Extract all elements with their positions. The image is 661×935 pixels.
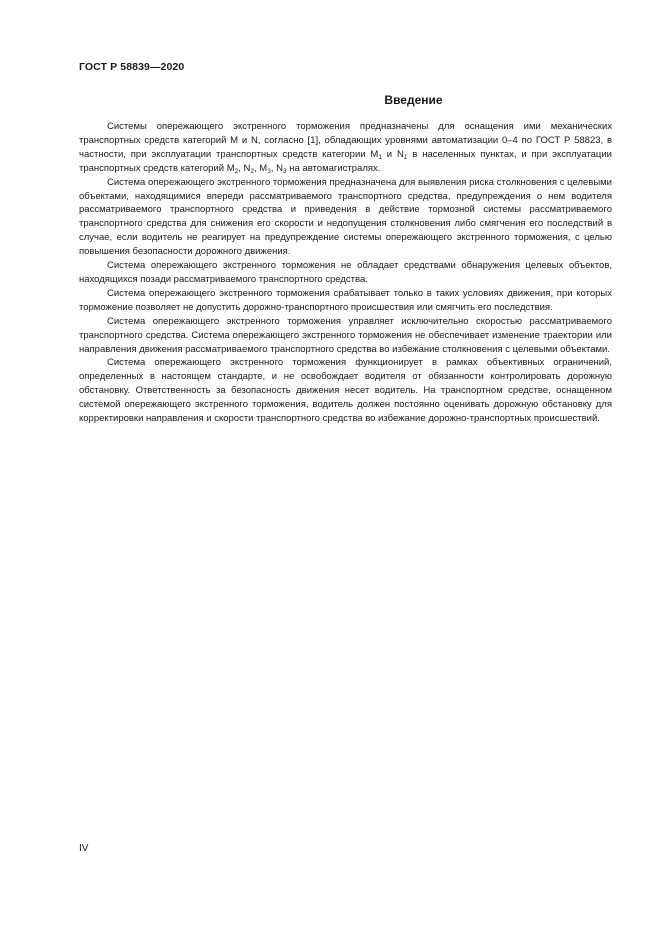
paragraph-1-text-e: , M: [254, 162, 268, 174]
paragraph-1-text-f: , N: [270, 162, 283, 174]
subscript-m3: 3: [267, 167, 271, 175]
section-title: Введение: [384, 93, 443, 107]
subscript-m1: 1: [378, 153, 382, 161]
standard-id-header: ГОСТ Р 58839—2020: [79, 61, 185, 73]
paragraph-3: Система опережающего экстренного торможения не обладает средствами обнаружения целевых объектов, находящихся позади рассматриваемого транспортного средства.: [79, 260, 612, 285]
subscript-n3: 3: [283, 167, 287, 175]
paragraph-1-text-b: и N: [381, 148, 404, 160]
subscript-n2: 2: [250, 167, 255, 175]
paragraph-1-text-g: на автомагистралях.: [286, 162, 381, 174]
paragraph-1-text-a: Системы опережающего экстренного торможения предназначены для оснащения ими механических транспортных средств категорий M и N, согласно [1], обладающих уровнями автоматизации 0–4 по ГОСТ Р 58823, в частности, при эксплуатации транспортных средств категории M: [79, 121, 612, 160]
paragraph-1-text-c: в населенных пунктах, и при эксплуатации транспортных средств категорий M: [79, 148, 612, 174]
paragraph-1-text-d: , N: [238, 162, 251, 174]
body-text: [79, 120, 612, 426]
paragraph-1: [79, 120, 612, 176]
subscript-m2: 2: [234, 167, 239, 175]
paragraph-2: Система опережающего экстренного торможения предназначена для выявления риска столкновения с целевыми объектами, находящимися впереди рассматриваемого транспортного средства, предупреждения о нем водителя рассматриваемого транспортного средства и приведения в действие тормозной системы рассматриваемого транспортного средства для снижения его скорости и недопущения столкновения либо смягчения его последствий в случае, если водитель не реагирует на предупреждение системы опережающего экстренного торможения, с целью повышения безопасности дорожного движения.: [79, 176, 612, 258]
paragraph-6: Система опережающего экстренного торможения функционирует в рамках объективных ограничений, определенных в настоящем стандарте, и не освобождает водителя от обязанности контролировать дорожную обстановку. Ответственность за безопасность движения несет водитель. На транспортном средстве, оснащенном системой опережающего экстренного торможения, водитель должен постоянно оценивать дорожную обстановку для корректировки направления и скорости транспортного средства во избежание дорожно-транспортных происшествий.: [79, 357, 612, 425]
paragraph-4: Система опережающего экстренного торможения срабатывает только в таких условиях движения, при которых торможение позволяет не допустить дорожно-транспортного происшествия или смягчить его последствия.: [79, 287, 612, 313]
subscript-n1: 1: [403, 153, 408, 161]
paragraph-5: Система опережающего экстренного торможения управляет исключительно скоростью рассматриваемого транспортного средства. Система опережающего экстренного торможения не обеспечивает изменение траектории или направления движения рассматриваемого транспортного средства во избежание столкновения с целевыми объектами.: [79, 315, 612, 355]
page-number: IV: [79, 843, 89, 854]
